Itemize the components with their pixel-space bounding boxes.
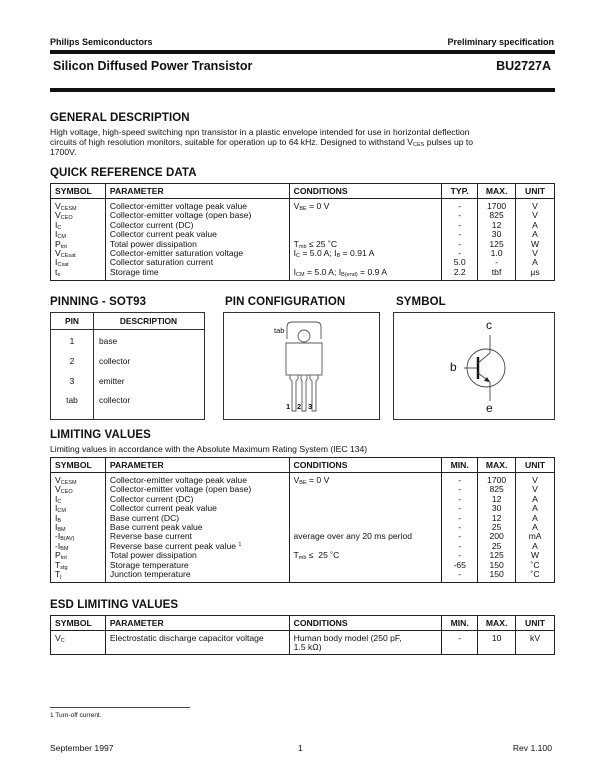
header-rule-bottom: [50, 88, 555, 92]
limiting-values-heading: LIMITING VALUES: [50, 429, 151, 441]
column-header: UNIT: [516, 184, 555, 199]
symbol-heading: SYMBOL: [396, 296, 446, 308]
sot93-package-icon: [224, 313, 379, 419]
limiting-values-table: [50, 457, 555, 583]
column-header: PARAMETER: [105, 458, 289, 473]
general-description-heading: GENERAL DESCRIPTION: [50, 112, 190, 124]
column-header: CONDITIONS: [289, 458, 442, 473]
table-body: [51, 199, 555, 281]
column-header: TYP.: [442, 184, 478, 199]
quick-reference-heading: QUICK REFERENCE DATA: [50, 167, 197, 179]
esd-limiting-values-table: [50, 615, 555, 655]
column-header: MAX.: [478, 616, 516, 631]
table-row: 1 base: [69, 336, 118, 346]
conditions-column: $V_{BE} = 0$ V $T_{mb} \le 25$ ˚C $I_C = 5.0$ A; $I_B = 0.91$ A $I_{CM} = 5.0$ A; $I_{B(end)} = 0.9$ A: [289, 199, 442, 281]
footer-revision: Rev 1.100: [512, 743, 552, 753]
footnote-marker: 1: [238, 541, 242, 548]
table-body: [51, 473, 555, 583]
table-row: 2 collector: [69, 356, 131, 366]
quick-reference-table: [50, 183, 555, 281]
column-header: MAX.: [478, 458, 516, 473]
column-header: PARAMETER: [105, 184, 289, 199]
footer-page-number: 1: [298, 743, 303, 753]
footnote-text: 1 Turn-off current.: [50, 712, 102, 719]
column-header: UNIT: [516, 616, 555, 631]
document-status: Preliminary specification: [447, 37, 554, 47]
conditions-column: $V_{BE} = 0$ V average over any 20 ms period $T_{mb} \le 25$ ˚C: [289, 473, 442, 583]
pin-configuration-heading: PIN CONFIGURATION: [225, 296, 346, 308]
unit-cell: kV: [516, 631, 555, 655]
pinning-table: [50, 312, 205, 420]
column-header: MIN.: [442, 458, 478, 473]
pin-label-2: 2: [297, 402, 302, 411]
column-header: SYMBOL: [51, 616, 106, 631]
symbol-column: $V_{CESM}$ $V_{CEO}$ $I_C$ $I_{CM}$ $P_{tot}$ $V_{CEsat}$ $I_{Csat}$ $t_s$: [51, 199, 106, 281]
transistor-symbol-diagram: [393, 312, 555, 420]
max-column: 1700 825 12 30 12 25 200 25 125 150 150: [478, 473, 516, 583]
parameter-column: Collector-emitter voltage peak value Collector-emitter voltage (open base) Collector current (DC) Collector current peak value Base current (DC) Base current peak value Reverse base current Reverse base current peak value $^1$ Total power dissipation Storage temperature Junction temperature: [105, 473, 289, 583]
pin-label-1: 1: [286, 402, 291, 411]
limiting-values-subtitle: Limiting values in accordance with the Absolute Maximum Rating System (IEC 134): [50, 444, 368, 454]
table-header-row: [51, 313, 204, 330]
column-header: MAX.: [478, 184, 516, 199]
table-row: 3 emitter: [69, 376, 125, 386]
collector-label: c: [486, 318, 492, 332]
table-header-row: [51, 616, 555, 631]
emitter-label: e: [486, 401, 493, 415]
unit-column: V V A A A A mA A W ˚C ˚C: [516, 473, 555, 583]
footer-date: September 1997: [50, 743, 114, 753]
pinning-heading: PINNING - SOT93: [50, 296, 147, 308]
header-rule-top: [50, 50, 555, 54]
description-line-1: High voltage, high-speed switching npn transistor in a plastic envelope intended for use in horizontal deflection: [50, 127, 470, 137]
unit-column: V V A A W V A µs: [516, 199, 555, 281]
column-header: PARAMETER: [105, 616, 289, 631]
parameter-cell: Electrostatic discharge capacitor voltage: [105, 631, 289, 655]
table-header-row: [51, 458, 555, 473]
base-label: b: [450, 360, 457, 374]
symbol-column: $V_{CESM}$ $V_{CEO}$ $I_C$ $I_{CM}$ $I_B$ $I_{BM}$ $-I_{B(AV)}$ $-I_{BM}$ $P_{tot}$ $T_{stg}$ $T_j$: [51, 473, 106, 583]
min-column: - - - - - - - - - -65 -: [442, 473, 478, 583]
column-header-pin: PIN: [65, 316, 79, 326]
parameter-column: Collector-emitter voltage peak value Collector-emitter voltage (open base) Collector current (DC) Collector current peak value Total power dissipation Collector-emitter saturation voltage Collector saturation current Storage time: [105, 199, 289, 281]
general-description-text: [50, 127, 555, 157]
column-header-description: DESCRIPTION: [119, 316, 178, 326]
symbol-cell: $V_C$: [51, 631, 106, 655]
column-header: CONDITIONS: [289, 184, 442, 199]
typ-column: - - - - - - 5.0 2.2: [442, 199, 478, 281]
min-cell: -: [442, 631, 478, 655]
table-header-row: [51, 184, 555, 199]
pin-label-3: 3: [308, 402, 313, 411]
company-name: Philips Semiconductors: [50, 37, 153, 47]
tab-label: tab: [274, 326, 285, 335]
column-header: SYMBOL: [51, 458, 106, 473]
column-header: UNIT: [516, 458, 555, 473]
part-number: BU2727A: [496, 59, 551, 73]
column-header: MIN.: [442, 616, 478, 631]
max-cell: 10: [478, 631, 516, 655]
document-title: Silicon Diffused Power Transistor: [53, 59, 253, 73]
esd-limiting-values-heading: ESD LIMITING VALUES: [50, 599, 179, 611]
table-row: tab collector: [66, 395, 131, 405]
max-column: 1700 825 12 30 125 1.0 - tbf: [478, 199, 516, 281]
column-header: CONDITIONS: [289, 616, 442, 631]
description-line-2: circuits of high resolution monitors, suitable for operation up to 64 kHz. Designed to withstand $V_{CES}$ pulses up to: [50, 137, 474, 148]
footnote-divider: [50, 707, 190, 708]
pin-configuration-diagram: [223, 312, 380, 420]
column-header: SYMBOL: [51, 184, 106, 199]
table-row: [51, 631, 555, 655]
conditions-cell: Human body model (250 pF, 1.5 kΩ): [289, 631, 442, 655]
description-line-3: 1700V.: [50, 147, 77, 157]
npn-transistor-icon: [394, 313, 554, 419]
